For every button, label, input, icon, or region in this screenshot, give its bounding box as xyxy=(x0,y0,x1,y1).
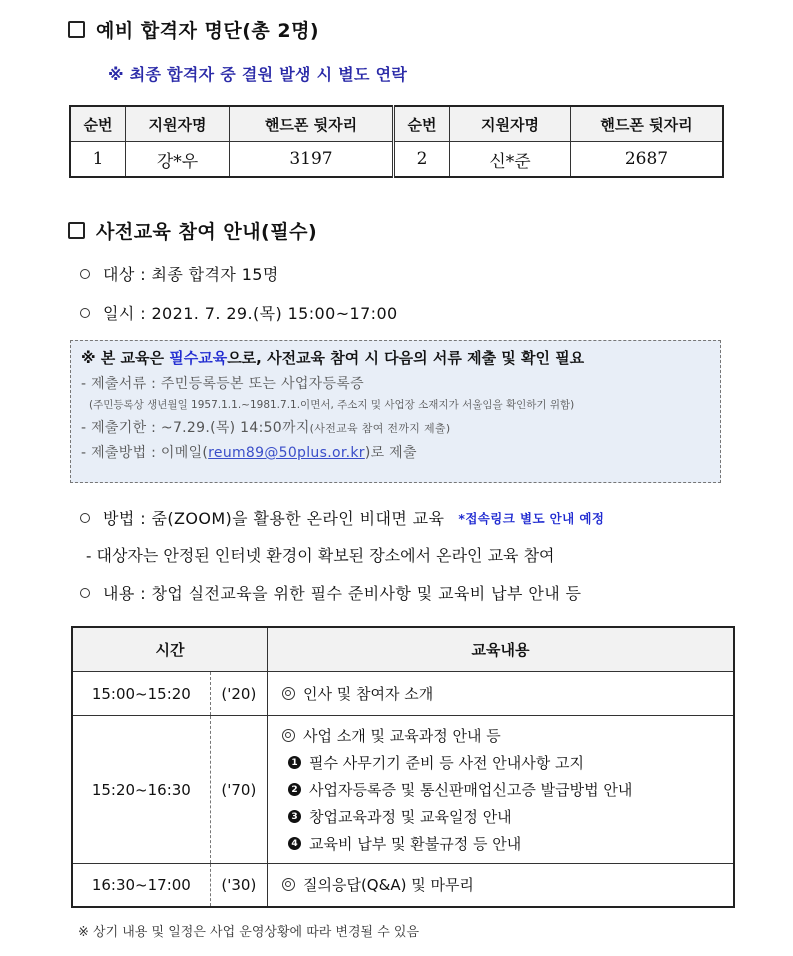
table-row xyxy=(72,864,734,907)
schedule-table xyxy=(71,626,735,908)
deadline-text: - 제출기한 : ~7.29.(목) 14:50까지 xyxy=(81,420,310,436)
circle-bullet-icon xyxy=(80,269,90,279)
number-3-icon: 3 xyxy=(288,810,301,823)
col-header: 지원자명 xyxy=(126,106,230,142)
method-submit-line xyxy=(81,442,710,462)
col-header-time: 시간 xyxy=(72,627,268,672)
double-circle-icon xyxy=(282,878,295,891)
cell-phone: 3197 xyxy=(230,142,394,178)
docs-note: (주민등록상 생년월일 1957.1.1.~1981.7.1.이면서, 주소지 및 사업장 소재지가 서울임을 확인하기 위함) xyxy=(89,399,575,411)
docs-line: - 제출서류 : 주민등록등본 또는 사업자등록증 xyxy=(81,376,364,392)
reserve-table-header xyxy=(70,106,723,142)
datetime-line xyxy=(80,301,398,324)
method-note: *접속링크 별도 안내 예정 xyxy=(458,510,605,526)
cell-duration: ('30) xyxy=(210,864,267,907)
col-header: 순번 xyxy=(70,106,126,142)
reserve-note: ※ 최종 합격자 중 결원 발생 시 별도 연락 xyxy=(108,65,408,84)
target-line xyxy=(80,262,279,285)
double-circle-icon xyxy=(282,687,295,700)
notice-head-emph: 필수교육 xyxy=(169,349,228,367)
cell-content xyxy=(268,672,735,716)
checkbox-icon xyxy=(68,21,85,38)
method-line xyxy=(80,506,604,529)
reserve-title: 예비 합격자 명단(총 2명) xyxy=(96,20,320,42)
number-4-icon: 4 xyxy=(288,837,301,850)
submit-suffix: )로 제출 xyxy=(364,445,417,461)
footnote: ※ 상기 내용 및 일정은 사업 운영상황에 따라 변경될 수 있음 xyxy=(78,925,420,940)
notice-box xyxy=(70,340,721,483)
deadline-note: (사전교육 참여 전까지 제출) xyxy=(309,422,451,435)
sub-item xyxy=(282,833,732,854)
notice-head-suffix: 으로, 사전교육 참여 시 다음의 서류 제출 및 확인 필요 xyxy=(227,349,585,367)
table-row xyxy=(72,672,734,716)
method-sub: - 대상자는 안정된 인터넷 환경이 확보된 장소에서 온라인 교육 참여 xyxy=(86,546,555,565)
col-header: 핸드폰 뒷자리 xyxy=(571,106,724,142)
cell-no: 2 xyxy=(394,142,450,178)
deadline-line xyxy=(81,417,710,437)
content-text: 내용 : 창업 실전교육을 위한 필수 준비사항 및 교육비 납부 안내 등 xyxy=(103,584,582,603)
cell-duration: ('70) xyxy=(210,716,267,864)
col-header: 순번 xyxy=(394,106,450,142)
col-header: 핸드폰 뒷자리 xyxy=(230,106,394,142)
content-main: 인사 및 참여자 소개 xyxy=(303,685,434,703)
table-row xyxy=(72,716,734,864)
datetime-text: 일시 : 2021. 7. 29.(목) 15:00~17:00 xyxy=(103,304,398,323)
cell-time: 15:20~16:30 xyxy=(72,716,210,864)
method-text: 방법 : 줌(ZOOM)을 활용한 온라인 비대면 교육 xyxy=(103,509,445,528)
sub-text: 필수 사무기기 준비 등 사전 안내사항 고지 xyxy=(309,754,584,772)
cell-content xyxy=(268,716,735,864)
notice-head-prefix: ※ 본 교육은 xyxy=(81,349,170,367)
sub-text: 교육비 납부 및 환불규정 등 안내 xyxy=(309,835,522,853)
circle-bullet-icon xyxy=(80,588,90,598)
cell-name: 강*우 xyxy=(126,142,230,178)
content-main: 사업 소개 및 교육과정 안내 등 xyxy=(303,727,501,745)
cell-content xyxy=(268,864,735,907)
number-2-icon: 2 xyxy=(288,783,301,796)
cell-duration: ('20) xyxy=(210,672,267,716)
sub-text: 사업자등록증 및 통신판매업신고증 발급방법 안내 xyxy=(309,781,633,799)
notice-head xyxy=(81,347,710,368)
circle-bullet-icon xyxy=(80,308,90,318)
preedu-title: 사전교육 참여 안내(필수) xyxy=(96,221,318,243)
checkbox-icon xyxy=(68,222,85,239)
email-link[interactable]: reum89@50plus.or.kr xyxy=(208,445,365,461)
circle-bullet-icon xyxy=(80,513,90,523)
sub-item xyxy=(282,806,732,827)
double-circle-icon xyxy=(282,729,295,742)
cell-time: 15:00~15:20 xyxy=(72,672,210,716)
reserve-section-title xyxy=(68,16,319,43)
col-header: 지원자명 xyxy=(450,106,571,142)
cell-no: 1 xyxy=(70,142,126,178)
preedu-section-title xyxy=(68,217,317,244)
content-main-line xyxy=(282,725,732,746)
content-main: 질의응답(Q&A) 및 마무리 xyxy=(303,876,474,895)
sub-item xyxy=(282,752,732,773)
col-header-content: 교육내용 xyxy=(268,627,735,672)
cell-time: 16:30~17:00 xyxy=(72,864,210,907)
sub-item xyxy=(282,779,732,800)
table-row xyxy=(70,142,723,178)
submit-prefix: - 제출방법 : 이메일( xyxy=(81,445,209,461)
reserve-table xyxy=(69,105,724,178)
target-text: 대상 : 최종 합격자 15명 xyxy=(103,265,279,284)
cell-name: 신*준 xyxy=(450,142,571,178)
content-line xyxy=(80,581,581,604)
sub-text: 창업교육과정 및 교육일정 안내 xyxy=(309,808,512,826)
cell-phone: 2687 xyxy=(571,142,724,178)
schedule-header xyxy=(72,627,734,672)
number-1-icon: 1 xyxy=(288,756,301,769)
